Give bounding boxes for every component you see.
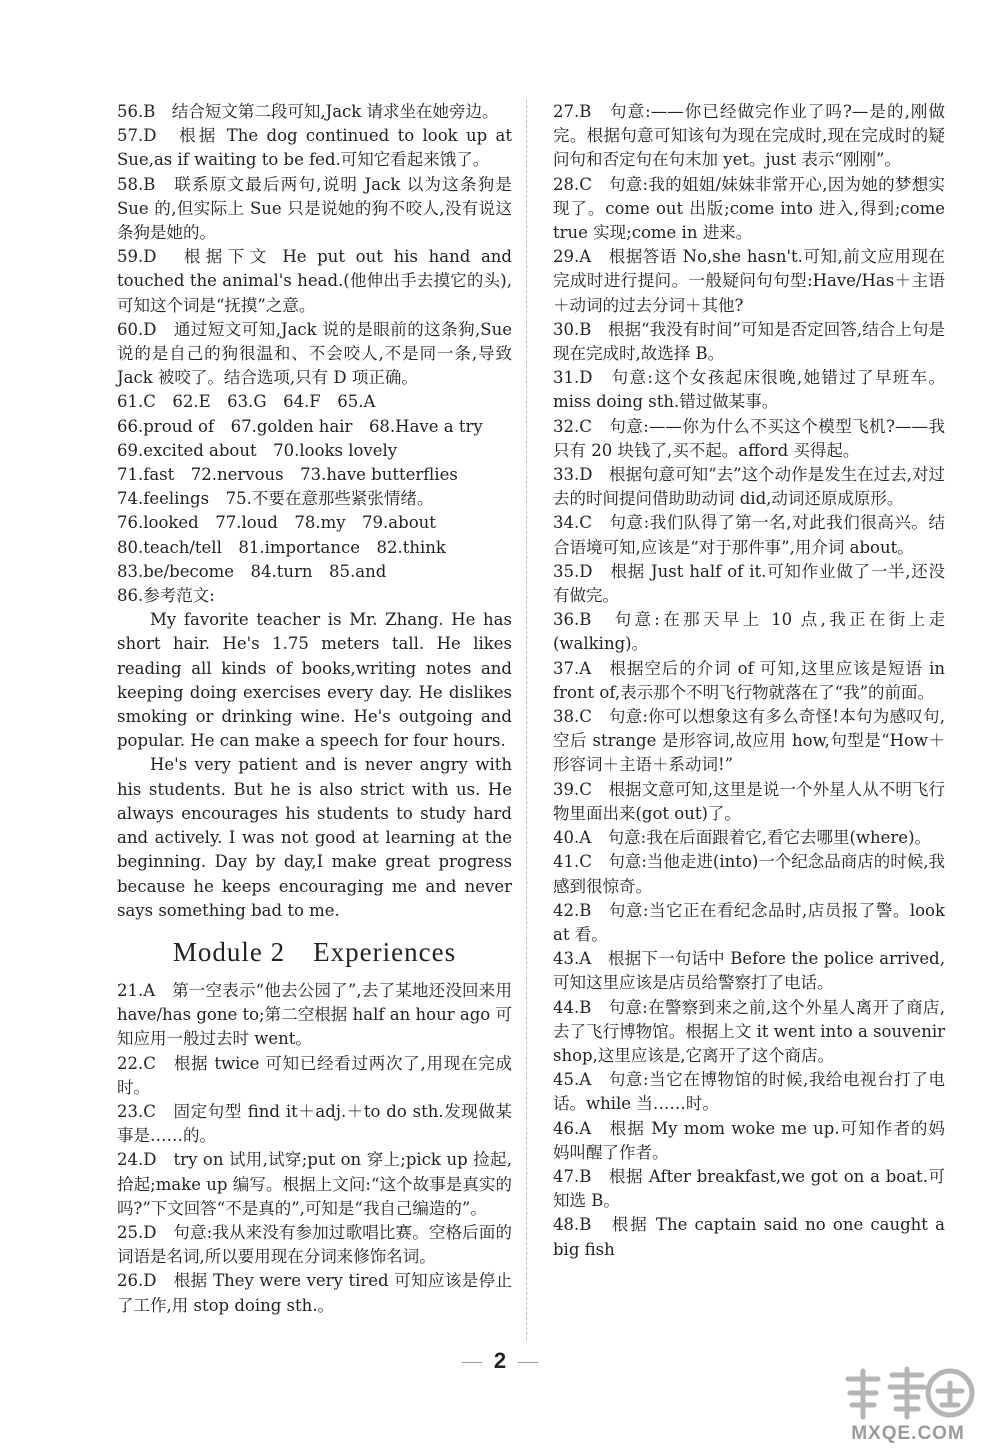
answer-item: 32.C 句意:——你为什么不买这个模型飞机?——我只有 20 块钱了,买不起。afford 买得起。 bbox=[553, 416, 945, 460]
sample-essay bbox=[117, 608, 512, 923]
answer-item: 58.B 联系原文最后两句,说明 Jack 以为这条狗是 Sue 的,但实际上 Sue 只是说她的狗不咬人,没有说这条狗是她的。 bbox=[117, 174, 512, 243]
watermark-logo-icon bbox=[838, 1361, 978, 1423]
essay-paragraph: My favorite teacher is Mr. Zhang. He has short hair. He's 1.75 meters tall. He likes reading all kinds of books,writing notes and keeping doing exercises every day. He dislikes smoking or drinking wine. He's outgoing and popular. He can make a speech for four hours. bbox=[117, 610, 512, 751]
page-number-rule-right bbox=[518, 1362, 538, 1363]
column-divider bbox=[526, 100, 527, 1340]
answer-item: 47.B 根据 After breakfast,we got on a boat.可知选 B。 bbox=[553, 1166, 945, 1211]
answer-item: 61.C 62.E 63.G 64.F 65.A bbox=[117, 392, 376, 412]
answer-item: 36.B 句意:在那天早上 10 点,我正在街上走(walking)。 bbox=[553, 610, 945, 654]
answer-item: 74.feelings 75.不要在意那些紧张情绪。 bbox=[117, 489, 434, 509]
answer-item: 38.C 句意:你可以想象这有多么奇怪!本句为感叹句,空后 strange 是形容词,故应用 how,句型是“How＋形容词＋主语＋系动词!” bbox=[553, 707, 945, 775]
answer-item: 21.A 第一空表示“他去公园了”,去了某地还没回来用 have/has gone to;第二空根据 half an hour ago 可知应用一般过去时 went。 bbox=[117, 980, 512, 1049]
answer-item: 29.A 根据答语 No,she hasn't.可知,前文应用现在完成时进行提问。一般疑问句句型:Have/Has＋主语＋动词的过去分词＋其他? bbox=[553, 247, 945, 315]
answer-item: 46.A 根据 My mom woke me up.可知作者的妈妈叫醒了作者。 bbox=[553, 1118, 945, 1162]
answer-item: 76.looked 77.loud 78.my 79.about bbox=[117, 513, 436, 533]
answer-item: 25.D 句意:我从来没有参加过歌唱比赛。空格后面的词语是名词,所以要用现在分词来修饰名词。 bbox=[117, 1222, 512, 1267]
answer-item: 80.teach/tell 81.importance 82.think bbox=[117, 537, 446, 557]
answer-item: 57.D 根据 The dog continued to look up at Sue,as if waiting to be fed.可知它看起来饿了。 bbox=[117, 126, 512, 170]
page-number: 2 bbox=[493, 1348, 507, 1373]
answer-item: 45.A 句意:当它在博物馆的时候,我给电视台打了电话。while 当……时。 bbox=[553, 1070, 945, 1114]
answer-item: 66.proud of 67.golden hair 68.Have a try bbox=[117, 416, 483, 436]
essay-paragraph: He's very patient and is never angry with his students. But he is also strict with us. He always encourages his students to study hard and actively. I was not good at learning at the beginning. Day by day,I make great progress because he keeps encouraging me and never says something bad to me. bbox=[117, 755, 512, 920]
answer-item: 37.A 根据空后的介词 of 可知,这里应该是短语 in front of,表示那个不明飞行物就落在了“我”的前面。 bbox=[553, 658, 945, 702]
answer-item: 39.C 根据文意可知,这里是说一个外星人从不明飞行物里面出来(got out)了。 bbox=[553, 779, 945, 823]
answer-item: 23.C 固定句型 find it＋adj.＋to do sth.发现做某事是……的。 bbox=[117, 1101, 512, 1146]
answer-item: 30.B 根据“我没有时间”可知是否定回答,结合上句是现在完成时,故选择 B。 bbox=[553, 319, 945, 364]
answer-item: 26.D 根据 They were very tired 可知应该是停止了工作,用 stop doing sth.。 bbox=[117, 1271, 512, 1315]
answer-item: 31.D 句意:这个女孩起床很晚,她错过了早班车。miss doing sth.错过做某事。 bbox=[553, 368, 945, 412]
answer-item: 48.B 根据 The captain said no one caught a big fish bbox=[553, 1215, 945, 1259]
answer-item: 34.C 句意:我们队得了第一名,对此我们很高兴。结合语境可知,应该是“对于那件事”,用介词 about。 bbox=[553, 513, 945, 557]
watermark-text: MXQE.COM bbox=[851, 1423, 965, 1444]
answer-item: 83.be/become 84.turn 85.and bbox=[117, 561, 387, 581]
watermark-logo bbox=[838, 1361, 978, 1447]
answer-item: 22.C 根据 twice 可知已经看过两次了,用现在完成时。 bbox=[117, 1053, 512, 1097]
answer-item: 33.D 根据句意可知“去”这个动作是发生在过去,对过去的时间提问借助助动词 did,动词还原成原形。 bbox=[553, 465, 945, 509]
answer-item: 28.C 句意:我的姐姐/妹妹非常开心,因为她的梦想实现了。come out 出版;come into 进入,得到;come true 实现;come in 进来。 bbox=[553, 174, 945, 243]
answer-item: 71.fast 72.nervous 73.have butterflies bbox=[117, 465, 458, 485]
answer-item: 35.D 根据 Just half of it.可知作业做了一半,还没有做完。 bbox=[553, 561, 945, 606]
answer-item: 60.D 通过短文可知,Jack 说的是眼前的这条狗,Sue 说的是自己的狗很温和、不会咬人,不是同一条,导致 Jack 被咬了。结合选项,只有 D 项正确。 bbox=[117, 319, 512, 388]
answer-item: 43.A 根据下一句话中 Before the police arrived,可知这里应该是店员给警察打了电话。 bbox=[553, 949, 945, 993]
answer-item: 42.B 句意:当它正在看纪念品时,店员报了警。look at 看。 bbox=[553, 900, 945, 944]
answer-item: 40.A 句意:我在后面跟着它,看它去哪里(where)。 bbox=[553, 828, 932, 848]
module-title: Module 2 Experiences bbox=[172, 936, 457, 967]
answer-item: 41.C 句意:当他走进(into)一个纪念品商店的时候,我感到很惊奇。 bbox=[553, 852, 946, 896]
right-column bbox=[553, 100, 945, 1262]
left-column bbox=[117, 100, 512, 1318]
answer-item: 56.B 结合短文第二段可知,Jack 请求坐在她旁边。 bbox=[117, 102, 499, 121]
answer-item: 86.参考范文: bbox=[117, 586, 215, 606]
answer-item: 24.D try on 试用,试穿;put on 穿上;pick up 捡起,拾起;make up 编写。根据上文问:“这个故事是真实的吗?”下文回答“不是真的”,可知是“我自己编造的”。 bbox=[117, 1150, 512, 1218]
answer-item: 44.B 句意:在警察到来之前,这个外星人离开了商店,去了飞行博物馆。根据上文 it went into a souvenir shop,这里应该是,它离开了这个商店。 bbox=[553, 997, 945, 1065]
answer-item: 27.B 句意:——你已经做完作业了吗?—是的,刚做完。根据句意可知该句为现在完成时,现在完成时的疑问句和否定句在句末加 yet。just 表示“刚刚”。 bbox=[553, 102, 945, 170]
answer-item: 69.excited about 70.looks lovely bbox=[117, 440, 398, 460]
answer-item: 59.D 根据下文 He put out his hand and touched the animal's head.(他伸出手去摸它的头),可知这个词是“抚摸”之意。 bbox=[117, 247, 512, 315]
